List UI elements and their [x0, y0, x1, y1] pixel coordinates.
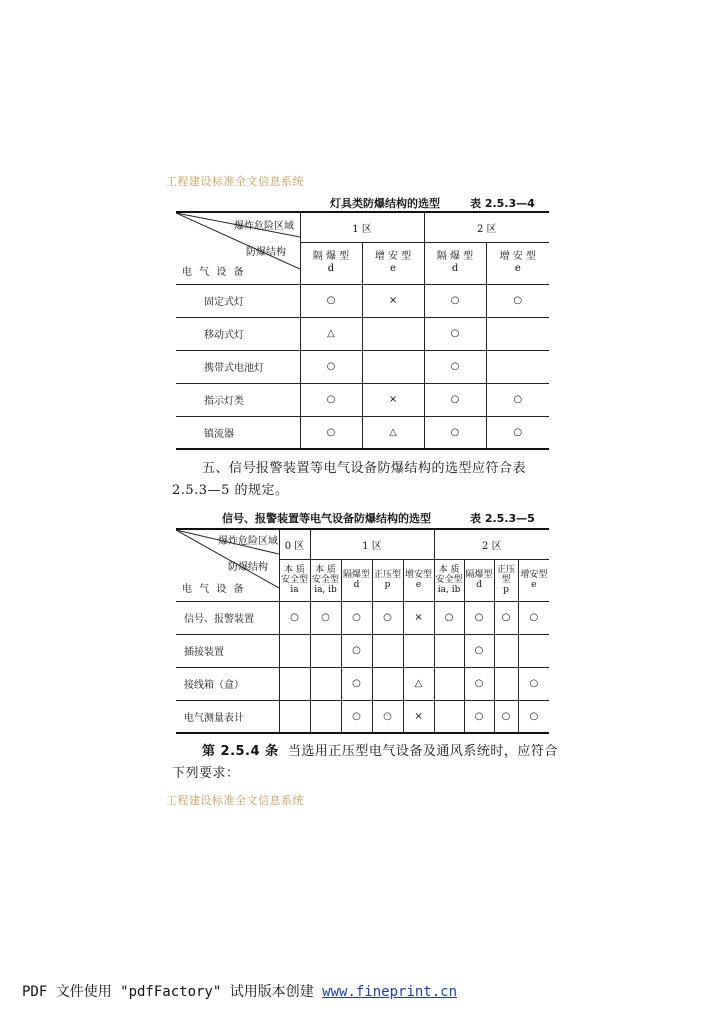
- cell-symbol: ○: [464, 667, 494, 700]
- row-label: 镇流器: [176, 416, 300, 449]
- cell-symbol: ○: [341, 700, 372, 733]
- table2-zone-2: 2 区: [434, 529, 549, 559]
- cell-symbol: ○: [424, 350, 486, 383]
- type-line1: 本 质: [315, 565, 336, 575]
- cell-symbol: ○: [279, 601, 310, 634]
- cell-symbol: ○: [518, 601, 549, 634]
- cell-symbol: ×: [362, 284, 424, 317]
- cell-symbol: ○: [486, 416, 549, 449]
- cell-symbol: ○: [341, 634, 372, 667]
- cell-symbol: [362, 317, 424, 350]
- table-row: [176, 667, 549, 700]
- table-row: [176, 350, 549, 383]
- type-code: d: [451, 263, 459, 274]
- cell-symbol: [486, 350, 549, 383]
- cell-symbol: △: [403, 667, 434, 700]
- corner-equip-label: 电 气 设 备: [182, 584, 246, 595]
- cell-symbol: ○: [518, 667, 549, 700]
- table2-type-cell: [372, 559, 403, 601]
- table1-zone-2: 2 区: [424, 212, 549, 242]
- table-row: [176, 634, 549, 667]
- table1: [176, 211, 549, 450]
- cell-symbol: [518, 634, 549, 667]
- cell-symbol: ○: [464, 700, 494, 733]
- table1-corner-header: [176, 212, 300, 284]
- cell-symbol: ○: [372, 601, 403, 634]
- row-label: 携带式电池灯: [176, 350, 300, 383]
- article-text: 当选用正压型电气设备及通风系统时，应符合: [287, 744, 558, 759]
- type-code: d: [476, 580, 482, 590]
- row-label: 指示灯类: [176, 383, 300, 416]
- cell-symbol: ○: [464, 601, 494, 634]
- type-code: p: [384, 580, 391, 590]
- table-row: [176, 601, 549, 634]
- table1-zone-1: 1 区: [300, 212, 424, 242]
- cell-symbol: ○: [300, 284, 362, 317]
- footer-link[interactable]: www.fineprint.cn: [322, 984, 458, 1000]
- cell-symbol: [434, 667, 464, 700]
- type-code: ia: [290, 585, 299, 595]
- row-label: 接线箱（盒）: [176, 667, 279, 700]
- cell-symbol: ○: [434, 601, 464, 634]
- corner-equip-label: 电 气 设 备: [182, 267, 246, 278]
- type-code: e: [531, 580, 537, 590]
- cell-symbol: ○: [310, 601, 341, 634]
- cell-symbol: ○: [300, 350, 362, 383]
- cell-symbol: ○: [424, 317, 486, 350]
- cell-symbol: ×: [403, 700, 434, 733]
- type-code: ia, ib: [437, 585, 461, 595]
- row-label: 固定式灯: [176, 284, 300, 317]
- cell-symbol: ○: [464, 634, 494, 667]
- cell-symbol: ○: [341, 601, 372, 634]
- table2-corner-header: [176, 529, 279, 601]
- cell-symbol: [486, 317, 549, 350]
- table2-caption: 信号、报警装置等电气设备防爆结构的选型: [222, 512, 431, 525]
- type-line1: 隔爆型: [465, 570, 493, 580]
- table-row: [176, 700, 549, 733]
- type-line1: 本 质: [284, 565, 305, 575]
- cell-symbol: [434, 700, 464, 733]
- cell-symbol: △: [362, 416, 424, 449]
- table2-type-cell: [341, 559, 372, 601]
- table2-type-cell: [518, 559, 549, 601]
- article-line2: 下列要求：: [172, 766, 240, 781]
- type-line1: 增安型: [405, 570, 433, 580]
- type-name: 隔 爆 型: [436, 251, 474, 262]
- type-name: 增 安 型: [499, 251, 536, 262]
- table-row: [176, 284, 549, 317]
- table-row: [176, 383, 549, 416]
- cell-symbol: ○: [486, 383, 549, 416]
- cell-symbol: [494, 634, 518, 667]
- type-code: d: [353, 580, 360, 590]
- watermark-top: 工程建设标准全文信息系统: [166, 175, 304, 188]
- type-line2: 安全型: [311, 575, 339, 585]
- type-line1: 增安型: [520, 570, 548, 580]
- table2-number: 表 2.5.3—5: [470, 512, 535, 525]
- cell-symbol: ○: [424, 383, 486, 416]
- cell-symbol: ○: [372, 700, 403, 733]
- row-label: 移动式灯: [176, 317, 300, 350]
- cell-symbol: [372, 634, 403, 667]
- table2-type-cell: [403, 559, 434, 601]
- paragraph-line: 五、信号报警装置等电气设备防爆结构的选型应符合表: [202, 461, 527, 476]
- table2-type-cell: [434, 559, 464, 601]
- type-code: p: [503, 585, 509, 595]
- cell-symbol: [403, 634, 434, 667]
- cell-symbol: ○: [494, 700, 518, 733]
- table1-caption: 灯具类防爆结构的选型: [330, 197, 440, 210]
- pdf-footer: [22, 981, 457, 1001]
- cell-symbol: ×: [403, 601, 434, 634]
- row-label: 信号、报警装置: [176, 601, 279, 634]
- cell-symbol: [279, 667, 310, 700]
- type-code: e: [514, 263, 521, 274]
- article-line: [202, 741, 558, 762]
- cell-symbol: △: [300, 317, 362, 350]
- cell-symbol: ○: [341, 667, 372, 700]
- cell-symbol: ○: [486, 284, 549, 317]
- table1-type-cell: [424, 242, 486, 284]
- table-row: [176, 416, 549, 449]
- paragraph-line: 2.5.3—5 的规定。: [172, 483, 289, 498]
- cell-symbol: [310, 700, 341, 733]
- table1-type-cell: [300, 242, 362, 284]
- type-code: e: [390, 263, 396, 274]
- type-line1: 隔爆型: [342, 570, 370, 580]
- corner-zone-label: 爆炸危险区域: [234, 221, 294, 232]
- cell-symbol: [494, 667, 518, 700]
- cell-symbol: ○: [494, 601, 518, 634]
- footer-text: PDF 文件使用 "pdfFactory" 试用版本创建: [22, 984, 323, 1000]
- table1-type-cell: [486, 242, 549, 284]
- cell-symbol: ○: [300, 416, 362, 449]
- table-row: [176, 317, 549, 350]
- cell-symbol: [279, 634, 310, 667]
- table1-number: 表 2.5.3—4: [470, 197, 535, 210]
- type-name: 增 安 型: [374, 251, 412, 262]
- cell-symbol: ○: [518, 700, 549, 733]
- table2-type-cell: [310, 559, 341, 601]
- cell-symbol: [310, 667, 341, 700]
- type-line1: 正压型: [373, 570, 401, 580]
- table2-zone-0: 0 区: [279, 529, 310, 559]
- watermark-bottom: 工程建设标准全文信息系统: [166, 794, 304, 807]
- type-line1: 本 质: [438, 565, 460, 575]
- cell-symbol: [310, 634, 341, 667]
- cell-symbol: ×: [362, 383, 424, 416]
- type-line1: 正压: [497, 565, 516, 575]
- type-code: e: [415, 580, 422, 590]
- corner-struct-label: 防爆结构: [246, 247, 286, 258]
- type-code: d: [327, 263, 335, 274]
- cell-symbol: [279, 700, 310, 733]
- cell-symbol: [362, 350, 424, 383]
- article-number: 第 2.5.4 条: [202, 744, 279, 759]
- cell-symbol: [372, 667, 403, 700]
- cell-symbol: ○: [300, 383, 362, 416]
- table2-type-cell: [494, 559, 518, 601]
- type-code: ia, ib: [314, 585, 337, 595]
- type-line2: 安全型: [435, 575, 463, 585]
- table2-zone-row: [176, 529, 549, 559]
- table2-zone-1: 1 区: [310, 529, 434, 559]
- table1-type-cell: [362, 242, 424, 284]
- table2: [176, 528, 549, 734]
- corner-struct-label: 防爆结构: [228, 562, 268, 573]
- cell-symbol: ○: [424, 416, 486, 449]
- table2-type-cell: [464, 559, 494, 601]
- corner-zone-label: 爆炸危险区域: [218, 536, 278, 547]
- table1-zone-row: [176, 212, 549, 242]
- row-label: 电气测量表计: [176, 700, 279, 733]
- cell-symbol: [434, 634, 464, 667]
- type-line2: 型: [501, 575, 511, 585]
- table2-type-cell: [279, 559, 310, 601]
- cell-symbol: ○: [424, 284, 486, 317]
- type-line2: 安全型: [280, 575, 308, 585]
- type-name: 隔 爆 型: [312, 251, 350, 262]
- row-label: 插接装置: [176, 634, 279, 667]
